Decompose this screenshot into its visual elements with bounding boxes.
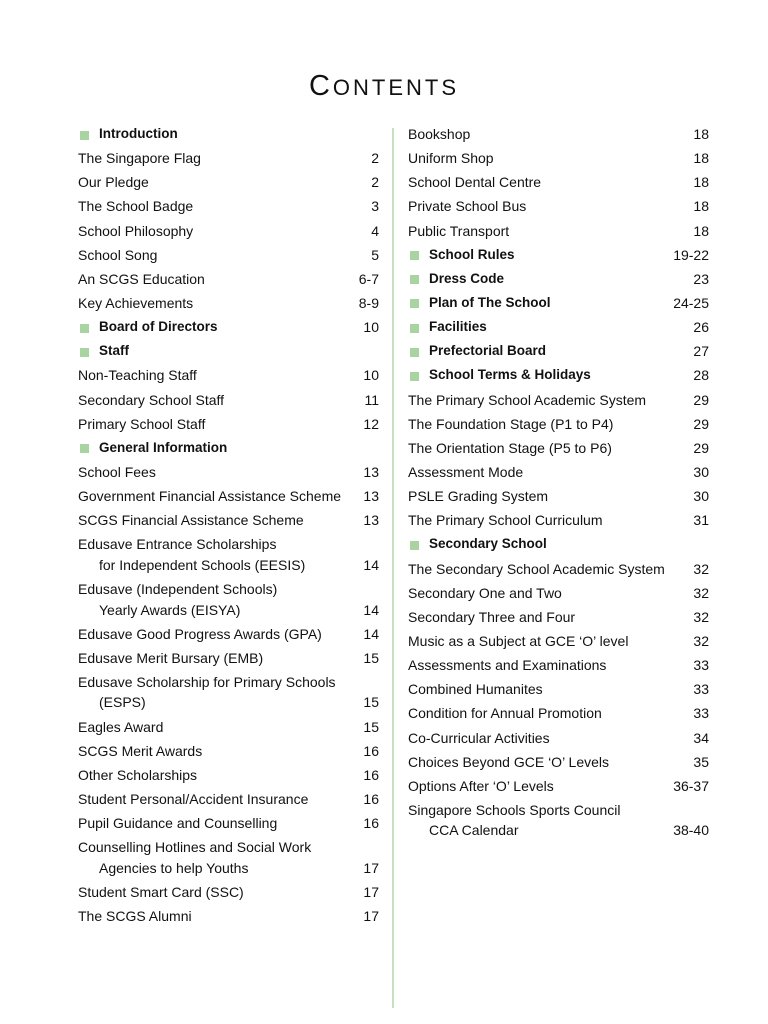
- toc-section-heading[interactable]: [408, 341, 709, 362]
- toc-entry[interactable]: [408, 679, 709, 700]
- toc-section-heading[interactable]: [408, 365, 709, 386]
- toc-entry-title: SCGS Financial Assistance Scheme: [78, 512, 304, 529]
- toc-entry[interactable]: [78, 765, 379, 786]
- toc-entry[interactable]: [78, 813, 379, 834]
- toc-page-number: 32: [693, 608, 709, 625]
- toc-entry-title: Dress Code: [429, 270, 505, 286]
- toc-page-number: 30: [693, 488, 709, 505]
- toc-entry-title: Uniform Shop: [408, 150, 494, 167]
- toc-page-number: 35: [693, 753, 709, 770]
- toc-page-number: 38-40: [673, 822, 709, 839]
- square-bullet-icon: [410, 348, 419, 357]
- toc-entry-title: Board of Directors: [99, 319, 218, 335]
- toc-entry-title-continued: (ESPS): [99, 694, 146, 711]
- toc-entry-title: Counselling Hotlines and Social Work: [78, 839, 312, 856]
- toc-entry-title: Edusave Merit Bursary (EMB): [78, 649, 264, 666]
- toc-entry-title: Government Financial Assistance Scheme: [78, 488, 342, 505]
- toc-page-number: 2: [371, 150, 379, 167]
- toc-page-number: 18: [693, 126, 709, 142]
- toc-page-number: 29: [693, 391, 709, 408]
- toc-entry-title: Key Achievements: [78, 294, 194, 311]
- toc-page-number: 10: [363, 367, 379, 384]
- toc-entry-title: School Philosophy: [78, 222, 194, 239]
- toc-page-number: 16: [363, 815, 379, 832]
- square-bullet-icon: [410, 275, 419, 284]
- toc-entry-title: Secondary School Staff: [78, 391, 225, 408]
- toc-entry[interactable]: [408, 172, 709, 193]
- toc-page-number: 17: [363, 883, 379, 900]
- toc-page-number: 15: [363, 649, 379, 666]
- toc-entry[interactable]: [408, 607, 709, 628]
- toc-entry[interactable]: [78, 414, 379, 435]
- toc-page-number: 31: [693, 512, 709, 529]
- toc-page-number: 18: [693, 174, 709, 191]
- toc-page-number: 29: [693, 415, 709, 432]
- toc-page-number: 16: [363, 791, 379, 808]
- toc-entry-title: The Primary School Curriculum: [408, 512, 603, 529]
- toc-entry-title: Secondary Three and Four: [408, 608, 576, 625]
- toc-entry-title: School Rules: [429, 246, 515, 262]
- toc-page-number: 2: [371, 174, 379, 191]
- toc-entry-title-continued: for Independent Schools (EESIS): [99, 556, 306, 573]
- toc-entry-title-continued: Yearly Awards (EISYA): [99, 601, 241, 618]
- toc-entry[interactable]: [408, 462, 709, 483]
- toc-page-number: 18: [693, 222, 709, 239]
- square-bullet-icon: [80, 324, 89, 333]
- toc-entry[interactable]: [408, 703, 709, 724]
- toc-entry[interactable]: [78, 462, 379, 483]
- toc-entry-title: Singapore Schools Sports Council: [408, 801, 621, 818]
- toc-page-number: 4: [371, 222, 379, 239]
- toc-section-heading[interactable]: [408, 534, 709, 555]
- toc-page-number: 11: [364, 391, 379, 408]
- toc-entry[interactable]: [408, 800, 709, 841]
- toc-entry-title: The SCGS Alumni: [78, 908, 192, 925]
- square-bullet-icon: [410, 372, 419, 381]
- square-bullet-icon: [410, 324, 419, 333]
- toc-entry[interactable]: [78, 390, 379, 411]
- toc-section-heading[interactable]: [408, 317, 709, 338]
- toc-section-heading[interactable]: [408, 245, 709, 266]
- toc-entry[interactable]: [78, 269, 379, 290]
- toc-entry[interactable]: [408, 631, 709, 652]
- toc-entry-title: Combined Humanites: [408, 681, 543, 698]
- toc-page-number: 19-22: [673, 246, 709, 263]
- toc-page-number: 36-37: [673, 777, 709, 794]
- toc-entry[interactable]: [408, 510, 709, 531]
- toc-entry[interactable]: [408, 390, 709, 411]
- toc-page-number: 6-7: [358, 270, 379, 287]
- toc-entry-title: The Foundation Stage (P1 to P4): [408, 415, 614, 432]
- toc-entry-title: Co-Curricular Activities: [408, 729, 550, 746]
- toc-entry[interactable]: [78, 789, 379, 810]
- toc-entry[interactable]: [408, 728, 709, 749]
- toc-page-number: 3: [371, 198, 379, 215]
- toc-page-number: 33: [693, 657, 709, 674]
- toc-page-number: 34: [693, 729, 709, 746]
- toc-entry[interactable]: [408, 221, 709, 242]
- toc-entry[interactable]: [78, 365, 379, 386]
- toc-page-number: 17: [363, 859, 379, 876]
- toc-page-number: 32: [693, 584, 709, 601]
- toc-entry-title: Assessment Mode: [408, 463, 524, 480]
- toc-entry[interactable]: [78, 837, 379, 878]
- toc-section-heading[interactable]: [408, 269, 709, 290]
- column-divider: [392, 128, 394, 1008]
- toc-page-number: 33: [693, 705, 709, 722]
- toc-entry[interactable]: [78, 510, 379, 531]
- toc-entry[interactable]: [408, 776, 709, 797]
- toc-entry-title: Staff: [99, 343, 129, 359]
- toc-entry-title: School Terms & Holidays: [429, 367, 591, 383]
- toc-entry[interactable]: [408, 124, 709, 145]
- toc-page-number: 33: [693, 681, 709, 698]
- toc-page-number: 29: [693, 439, 709, 456]
- square-bullet-icon: [410, 251, 419, 260]
- toc-entry[interactable]: [78, 672, 379, 713]
- toc-entry[interactable]: [408, 148, 709, 169]
- contents-column-left: [78, 124, 379, 930]
- toc-entry-title: Edusave Good Progress Awards (GPA): [78, 625, 322, 642]
- toc-entry[interactable]: [78, 534, 379, 575]
- toc-entry[interactable]: [78, 741, 379, 762]
- page-title-initial: C: [308, 70, 333, 102]
- toc-entry-title: Options After ‘O’ Levels: [408, 777, 554, 794]
- toc-page-number: 27: [693, 343, 709, 360]
- toc-entry[interactable]: [408, 438, 709, 459]
- toc-entry-title: Edusave (Independent Schools): [78, 581, 278, 598]
- toc-page-number: 26: [693, 319, 709, 336]
- toc-page-number: 13: [363, 463, 379, 480]
- toc-entry-title: General Information: [99, 439, 228, 455]
- toc-entry-title: Facilities: [429, 319, 487, 335]
- toc-section-heading[interactable]: [78, 438, 379, 459]
- toc-entry-title: Choices Beyond GCE ‘O’ Levels: [408, 753, 610, 770]
- toc-entry[interactable]: [78, 579, 379, 620]
- toc-entry[interactable]: [78, 648, 379, 669]
- toc-entry-title: Non-Teaching Staff: [78, 367, 197, 384]
- square-bullet-icon: [80, 348, 89, 357]
- toc-entry-title: Public Transport: [408, 222, 510, 239]
- toc-entry-title: Prefectorial Board: [429, 343, 547, 359]
- toc-section-heading[interactable]: [78, 124, 379, 145]
- toc-entry[interactable]: [78, 293, 379, 314]
- toc-page-number: 8-9: [358, 294, 379, 311]
- contents-column-right: [408, 124, 709, 845]
- toc-entry[interactable]: [78, 245, 379, 266]
- toc-entry-title: An SCGS Education: [78, 270, 205, 287]
- toc-entry-title: Primary School Staff: [78, 415, 206, 432]
- toc-page-number: 18: [693, 198, 709, 215]
- toc-entry[interactable]: [408, 414, 709, 435]
- toc-entry[interactable]: [78, 196, 379, 217]
- toc-section-heading[interactable]: [78, 341, 379, 362]
- toc-entry-title: Edusave Entrance Scholarships: [78, 536, 277, 553]
- toc-page-number: 15: [363, 694, 379, 711]
- toc-page-number: 17: [363, 908, 379, 925]
- square-bullet-icon: [80, 444, 89, 453]
- toc-entry-title: Our Pledge: [78, 174, 149, 191]
- toc-entry-title: Secondary One and Two: [408, 584, 562, 601]
- toc-page-number: 24-25: [673, 294, 709, 311]
- toc-entry-title-continued: Agencies to help Youths: [99, 859, 249, 876]
- toc-page-number: 13: [363, 488, 379, 505]
- toc-page-number: 13: [363, 512, 379, 529]
- toc-entry-title: PSLE Grading System: [408, 488, 549, 505]
- toc-page-number: 16: [363, 742, 379, 759]
- page-title-rest: ONTENTS: [332, 75, 460, 100]
- square-bullet-icon: [410, 299, 419, 308]
- toc-entry[interactable]: [408, 752, 709, 773]
- toc-page-number: 32: [693, 560, 709, 577]
- toc-entry[interactable]: [78, 624, 379, 645]
- toc-entry-title: School Fees: [78, 463, 156, 480]
- toc-page-number: 32: [693, 632, 709, 649]
- toc-entry-title: Other Scholarships: [78, 766, 198, 783]
- toc-page-number: 12: [363, 415, 379, 432]
- toc-section-heading[interactable]: [408, 293, 709, 314]
- toc-entry[interactable]: [78, 221, 379, 242]
- toc-page-number: 28: [693, 367, 709, 384]
- toc-entry[interactable]: [78, 486, 379, 507]
- toc-entry-title: The School Badge: [78, 198, 194, 215]
- toc-entry[interactable]: [78, 717, 379, 738]
- toc-entry-title: Student Personal/Accident Insurance: [78, 791, 309, 808]
- toc-entry-title: Secondary School: [429, 536, 547, 552]
- toc-entry-title: Edusave Scholarship for Primary Schools: [78, 673, 336, 690]
- toc-entry[interactable]: [408, 583, 709, 604]
- toc-entry[interactable]: [78, 172, 379, 193]
- toc-entry-title: Private School Bus: [408, 198, 527, 215]
- toc-entry[interactable]: [78, 882, 379, 903]
- toc-page-number: 15: [363, 718, 379, 735]
- toc-page-number: 10: [363, 319, 379, 336]
- toc-entry-title: The Primary School Academic System: [408, 391, 647, 408]
- toc-entry-title: SCGS Merit Awards: [78, 742, 203, 759]
- square-bullet-icon: [410, 541, 419, 550]
- toc-entry-title: Assessments and Examinations: [408, 657, 607, 674]
- toc-entry[interactable]: [78, 148, 379, 169]
- page-title: [0, 70, 768, 103]
- toc-entry[interactable]: [408, 196, 709, 217]
- toc-page-number: 14: [363, 625, 379, 642]
- toc-entry-title: Pupil Guidance and Counselling: [78, 815, 278, 832]
- toc-entry[interactable]: [408, 655, 709, 676]
- toc-page-number: 14: [363, 601, 379, 618]
- toc-page-number: 18: [693, 150, 709, 167]
- toc-page-number: 16: [363, 766, 379, 783]
- toc-entry-title: The Secondary School Academic System: [408, 560, 665, 577]
- toc-page-number: 30: [693, 463, 709, 480]
- toc-entry-title: Eagles Award: [78, 718, 164, 735]
- toc-entry-title: The Orientation Stage (P5 to P6): [408, 439, 612, 456]
- toc-page-number: 14: [363, 556, 379, 573]
- toc-entry[interactable]: [78, 906, 379, 927]
- toc-entry-title: Music as a Subject at GCE ‘O’ level: [408, 632, 629, 649]
- toc-entry-title: Condition for Annual Promotion: [408, 705, 602, 722]
- toc-entry[interactable]: [408, 559, 709, 580]
- toc-entry-title-continued: CCA Calendar: [429, 822, 519, 839]
- toc-entry-title: Student Smart Card (SSC): [78, 883, 244, 900]
- toc-entry-title: Bookshop: [408, 126, 471, 142]
- toc-page-number: 23: [693, 270, 709, 287]
- square-bullet-icon: [80, 131, 89, 140]
- toc-entry-title: The Singapore Flag: [78, 150, 201, 167]
- toc-page-number: 5: [371, 246, 379, 263]
- toc-entry-title: Plan of The School: [429, 294, 551, 310]
- toc-entry[interactable]: [408, 486, 709, 507]
- toc-entry-title: Introduction: [99, 126, 178, 141]
- toc-section-heading[interactable]: [78, 317, 379, 338]
- toc-entry-title: School Song: [78, 246, 158, 263]
- toc-entry-title: School Dental Centre: [408, 174, 542, 191]
